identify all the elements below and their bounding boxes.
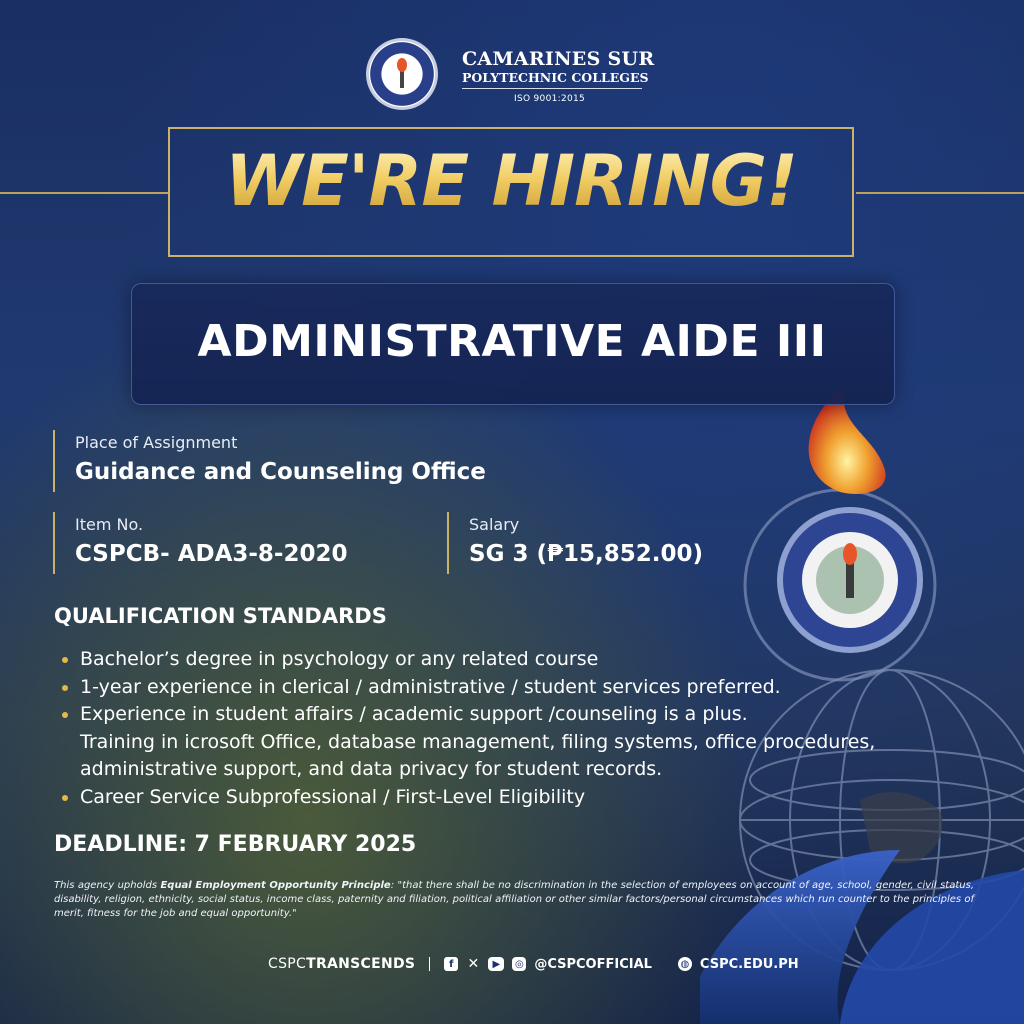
item-accent-bar [53,512,55,574]
assignment-label: Place of Assignment [75,433,238,452]
qualification-item: 1-year experience in clerical / administrative / student services preferred. [56,674,956,702]
item-label: Item No. [75,515,144,534]
eeo-prefix: This agency upholds [54,880,161,891]
salary-accent-bar [447,512,449,574]
footer-separator [429,957,430,971]
instagram-icon[interactable]: ◎ [512,957,526,971]
social-handle[interactable]: @CSPCOFFICIAL [534,956,652,972]
eeo-text: : "that there shall be no discrimination in the selection of employees on account of age, school, gender, civil status, disability, religion, ethnicity, social status, income class, paternity and filiation, political affiliation or other similar factors/personal circumstances which run counter to the principles of merit, fitness for the job and equal opportunity." [54,880,974,919]
hiring-headline: WE'RE HIRING! [168,140,854,222]
assignment-value: Guidance and Counseling Office [75,459,486,485]
assignment-accent-bar [53,430,55,492]
qualifications-title: QUALIFICATION STANDARDS [54,604,387,628]
application-deadline: DEADLINE: 7 FEBRUARY 2025 [54,832,417,857]
globe-icon: ◍ [678,957,692,971]
college-name-line2: POLYTECHNIC COLLEGES [462,70,649,85]
position-title: ADMINISTRATIVE AIDE III [197,316,827,367]
eeo-notice [54,879,974,921]
facebook-icon[interactable]: f [444,957,458,971]
x-icon[interactable]: ✕ [467,956,480,972]
qualification-item: Career Service Subprofessional / First-Level Eligibility [56,784,956,812]
brand-divider [462,88,642,89]
salary-value: SG 3 (₱15,852.00) [469,541,703,567]
hashtag-bold: TRANSCENDS [306,956,416,972]
banner-rule-right [856,192,1024,194]
torch-icon [392,58,412,90]
hashtag-prefix: CSPC [268,956,307,972]
item-value: CSPCB- ADA3-8-2020 [75,541,348,567]
banner-rule-left [0,192,168,194]
qualifications-list [56,646,956,811]
youtube-icon[interactable]: ▶ [488,957,504,971]
footer-bar [268,954,799,974]
website-link[interactable]: CSPC.EDU.PH [699,956,799,972]
qualification-item: Experience in student affairs / academic support /counseling is a plus. [56,701,956,729]
salary-label: Salary [469,515,520,534]
eeo-principle: Equal Employment Opportunity Principle [160,880,391,891]
qualification-item: Training in icrosoft Office, database management, filing systems, office procedures, administrative support, and data privacy for student records. [80,730,876,780]
college-seal-logo [366,38,438,110]
iso-certification: ISO 9001:2015 [514,94,586,104]
college-name-line1: CAMARINES SUR [462,48,655,70]
qualification-item: Bachelor’s degree in psychology or any related course [56,646,956,674]
